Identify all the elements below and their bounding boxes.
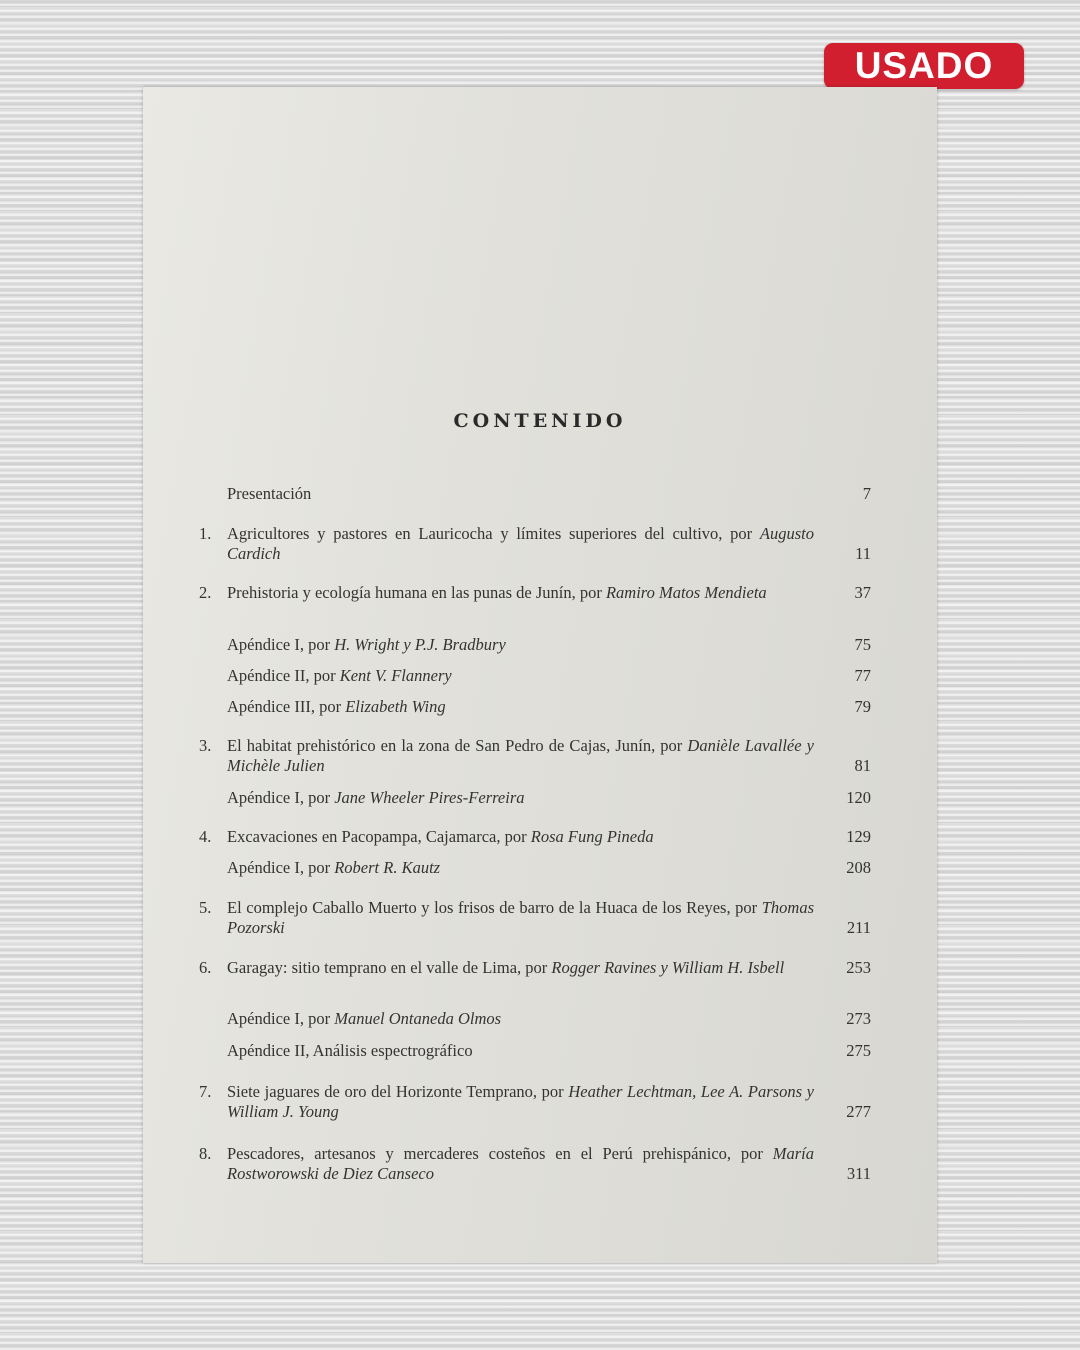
toc-entry <box>227 788 871 808</box>
entry-page: 129 <box>846 827 871 846</box>
entry-author: Ramiro Matos Mendieta <box>605 583 767 602</box>
entry-number: 3. <box>199 736 212 755</box>
toc-entry <box>199 827 871 847</box>
entry-page: 77 <box>854 666 871 685</box>
entry-author: Heather Lechtman, Lee A. Parsons y William J. Young <box>227 1082 815 1121</box>
entry-number: 1. <box>199 524 212 543</box>
entry-title: Apéndice III, por <box>227 697 346 716</box>
entry-title: Apéndice I, por <box>227 788 335 807</box>
entry-author: Kent V. Flannery <box>339 666 452 685</box>
toc-title: CONTENIDO <box>453 410 627 432</box>
entry-title: Apéndice I, por <box>227 1009 335 1028</box>
entry-title: Garagay: sitio temprano en el valle de Lima, por <box>227 958 552 977</box>
toc-entry <box>199 1144 871 1184</box>
entry-title: Apéndice II, Análisis espectrográfico <box>227 1041 473 1060</box>
entry-title: Apéndice II, por <box>227 666 340 685</box>
entry-page: 273 <box>846 1009 871 1028</box>
entry-title: El complejo Caballo Muerto y los frisos de barro de la Huaca de los Reyes, por <box>227 898 762 917</box>
toc-entry <box>199 1082 871 1122</box>
entry-title: El habitat prehistórico en la zona de San Pedro de Cajas, Junín, por <box>227 736 688 755</box>
entry-number: 6. <box>199 958 212 977</box>
entry-page: 208 <box>846 858 871 877</box>
toc-entry <box>227 635 871 655</box>
entry-title: Excavaciones en Pacopampa, Cajamarca, por <box>227 827 531 846</box>
toc-entry <box>199 898 871 938</box>
entry-author: Rogger Ravines y William H. Isbell <box>551 958 785 977</box>
entry-page: 311 <box>846 1164 871 1183</box>
entry-number: 7. <box>199 1082 212 1101</box>
entry-number: 2. <box>199 583 212 602</box>
entry-author: Danièle Lavallée y Michèle Julien <box>227 736 814 775</box>
toc-entry <box>199 958 871 978</box>
entry-page: 75 <box>854 635 871 654</box>
toc-entry <box>227 697 871 717</box>
entry-page: 120 <box>846 788 871 807</box>
entry-number: 5. <box>199 898 212 917</box>
toc-entry <box>227 858 871 878</box>
toc-entry <box>227 1041 871 1061</box>
entry-title: Prehistoria y ecología humana en las punas de Junín, por <box>227 583 606 602</box>
toc-entry <box>227 484 871 504</box>
entry-number: 4. <box>199 827 212 846</box>
entry-page: 11 <box>855 544 871 563</box>
entry-page: 7 <box>862 484 871 503</box>
toc-entry <box>227 666 871 686</box>
entry-number: 8. <box>199 1144 212 1163</box>
entry-author: Thomas Pozorski <box>227 898 814 937</box>
entry-author: Robert R. Kautz <box>334 858 441 877</box>
toc-entry <box>199 736 871 776</box>
entry-page: 79 <box>854 697 871 716</box>
entry-page: 37 <box>854 583 871 602</box>
book-page <box>143 87 937 1263</box>
entry-author: Augusto Cardich <box>227 524 814 563</box>
entry-page: 81 <box>854 756 871 775</box>
entry-title: Pescadores, artesanos y mercaderes costeños en el Perú prehispánico, por <box>227 1144 773 1163</box>
entry-author: Elizabeth Wing <box>345 697 446 716</box>
entry-author: Manuel Ontaneda Olmos <box>334 1009 502 1028</box>
entry-author: María Rostworowski de Diez Canseco <box>227 1144 814 1183</box>
entry-author: H. Wright y P.J. Bradbury <box>334 635 506 654</box>
entry-author: Rosa Fung Pineda <box>530 827 654 846</box>
entry-title: Siete jaguares de oro del Horizonte Temprano, por <box>227 1082 569 1101</box>
toc-entry <box>199 583 871 603</box>
entry-page: 253 <box>846 958 871 977</box>
entry-title: Presentación <box>227 484 312 503</box>
entry-author: Jane Wheeler Pires-Ferreira <box>334 788 525 807</box>
entry-title: Agricultores y pastores en Lauricocha y límites superiores del cultivo, por <box>227 524 760 543</box>
entry-title: Apéndice I, por <box>227 635 335 654</box>
entry-page: 275 <box>846 1041 871 1060</box>
entry-title: Apéndice I, por <box>227 858 335 877</box>
used-badge: USADO <box>824 43 1024 89</box>
entry-page: 211 <box>846 918 871 937</box>
toc-entry <box>227 1009 871 1029</box>
entry-page: 277 <box>846 1102 871 1121</box>
toc-entry <box>199 524 871 564</box>
